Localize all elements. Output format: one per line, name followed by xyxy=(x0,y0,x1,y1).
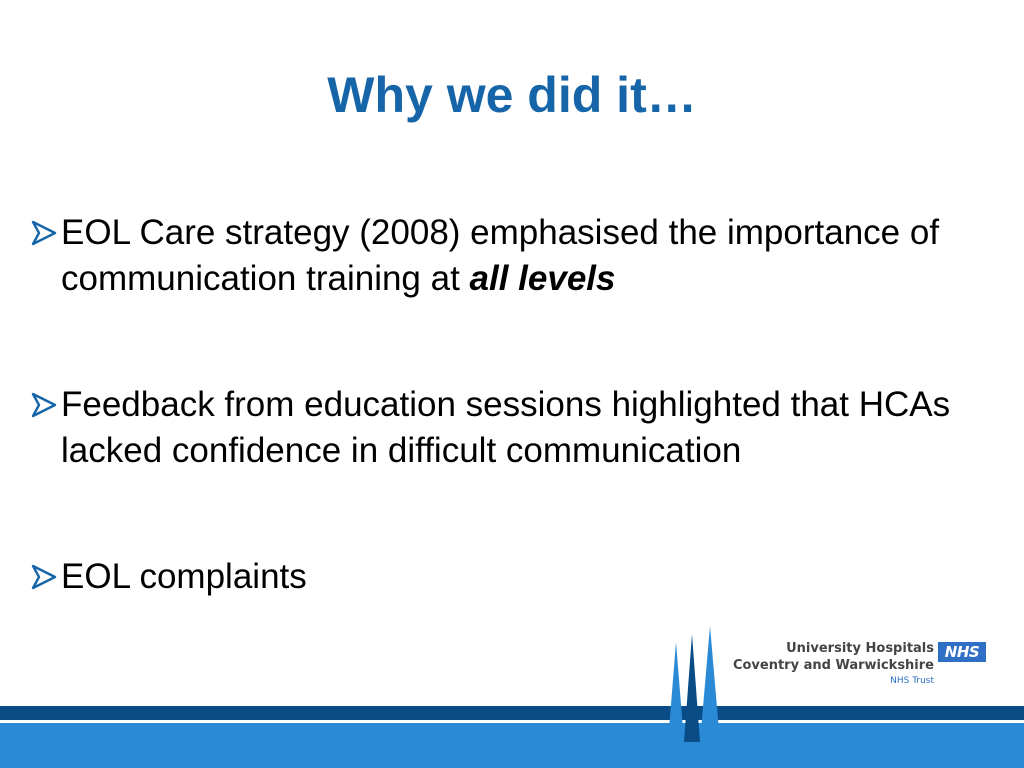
bullet-list xyxy=(30,210,990,680)
nhs-badge: NHS xyxy=(938,642,986,662)
bullet-text: EOL Care strategy (2008) emphasised the importance of communication training at xyxy=(61,213,940,298)
arrow-bullet-icon xyxy=(30,219,58,247)
logo-trust: NHS Trust xyxy=(890,676,934,686)
footer-band xyxy=(0,706,1024,768)
arrow-bullet-icon xyxy=(30,391,58,419)
bullet-item xyxy=(30,382,990,474)
trust-logo xyxy=(733,640,934,688)
bullet-text: Feedback from education sessions highlighted that HCAs lacked confidence in difficult communication xyxy=(61,385,951,470)
slide-title: Why we did it… xyxy=(327,67,697,123)
logo-line-1: University Hospitals xyxy=(786,641,934,656)
spires-icon xyxy=(654,622,734,742)
bullet-item xyxy=(30,554,990,600)
bullet-item xyxy=(30,210,990,302)
bullet-text: EOL complaints xyxy=(61,557,307,596)
bullet-emphasis: all levels xyxy=(469,259,616,298)
logo-line-2: Coventry and Warwickshire xyxy=(732,658,934,673)
arrow-bullet-icon xyxy=(30,563,58,591)
